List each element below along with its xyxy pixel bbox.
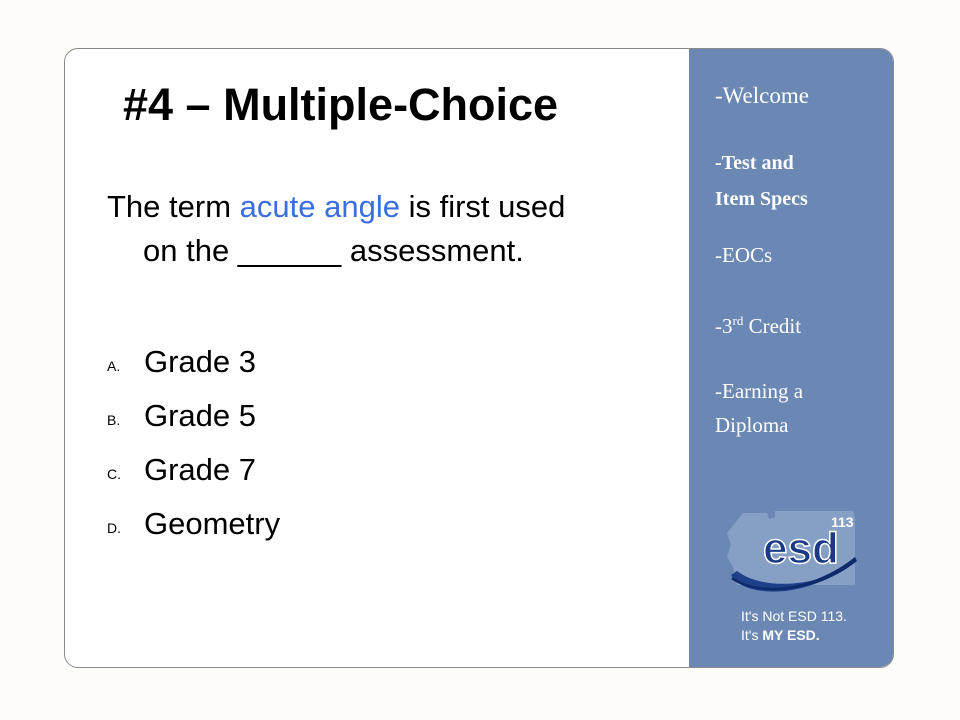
choice-text: Geometry [144,506,281,541]
choice-letter: C. [107,466,121,482]
answer-choices [107,335,280,551]
esd-logo [723,505,863,601]
tagline-line1: It's Not ESD 113. [741,608,847,624]
question-text-after: is first used [399,189,566,224]
sidebar [689,49,894,667]
question-term: acute angle [239,189,400,224]
nav-item-test-and-item-specs[interactable] [715,145,885,217]
choice-letter: B. [107,412,121,428]
choice-c[interactable] [107,443,280,497]
slide-content [65,49,689,667]
choice-d[interactable] [107,497,280,551]
choice-a[interactable] [107,335,280,389]
choice-text: Grade 5 [144,398,257,433]
choice-text: Grade 3 [144,344,257,379]
nav-item-third-credit[interactable] [715,307,885,340]
choice-letter: D. [107,520,121,536]
nav-item-label: Credit [743,314,802,338]
slide-title: #4 – Multiple-Choice [123,79,559,130]
nav-item-label: Item Specs [715,188,808,210]
choice-letter: A. [107,358,121,374]
nav-item-superscript: rd [732,313,744,328]
slide-frame [64,48,894,668]
logo-wordmark: esd [763,524,839,573]
nav-item-eocs[interactable]: -EOCs [715,243,773,267]
nav-item-earning-a-diploma[interactable] [715,374,885,442]
logo-number: 113 [831,514,854,530]
question-text [107,185,677,273]
question-text-before: The term [107,189,240,224]
nav-item-label: -Earning a [715,379,804,403]
nav-item-label: Diploma [715,413,789,437]
tagline-line2-prefix: It's [741,627,763,643]
nav-item-label: -3 [715,314,733,338]
tagline [741,607,847,645]
tagline-line2-bold: MY ESD. [762,627,820,643]
choice-text: Grade 7 [144,452,257,487]
sidebar-nav [715,81,885,442]
nav-item-label: -Test and [715,152,794,174]
choice-b[interactable] [107,389,280,443]
question-text-line2: on the ______ assessment. [143,233,524,268]
nav-item-welcome[interactable]: -Welcome [715,83,809,108]
